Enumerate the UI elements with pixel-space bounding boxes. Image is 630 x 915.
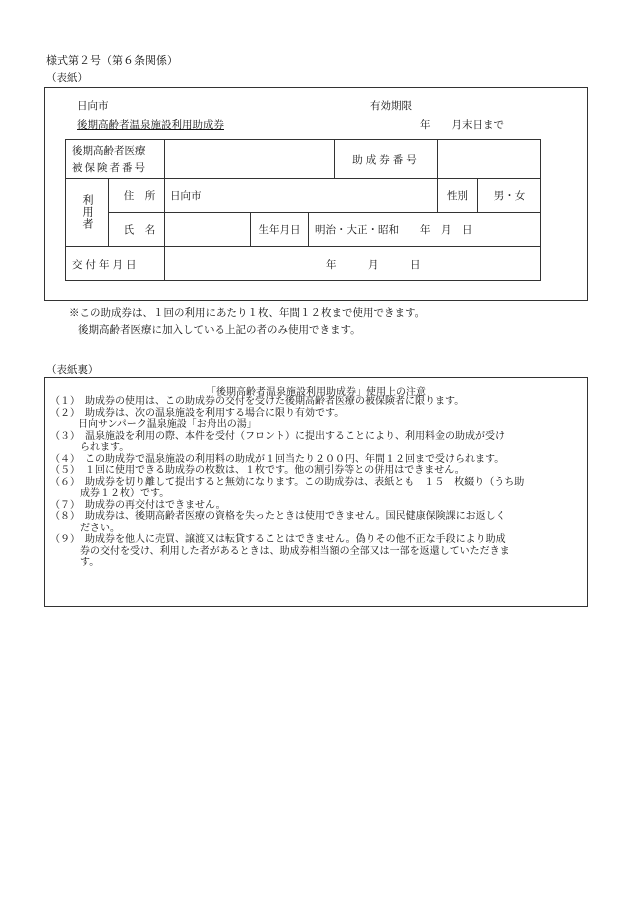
list-item: 日向サンパーク温泉施設「お舟出の湯」 — [78, 419, 257, 430]
issue-date-field[interactable]: 年 月 日 — [326, 258, 421, 271]
list-item: （６） 助成券を切り離して提出すると無効になります。この助成券は、表紙とも １５ 枚綴り（うち助 — [50, 476, 525, 488]
coupon-number-label: 助成券番号 — [352, 153, 420, 166]
coupon-number-field[interactable] — [438, 140, 541, 178]
validity-label: 有効期限 — [370, 100, 412, 112]
birth-label: 生年月日 — [258, 224, 301, 236]
insured-number-label: 後期高齢者医療 被保険者番号 — [72, 145, 147, 174]
list-item: 成券１２枚）です。 — [80, 488, 170, 499]
sex-label: 性別 — [447, 190, 468, 202]
list-item: （９） 助成券を他人に売買、譲渡又は転貸することはできません。偽りその他不正な手段により助成 — [50, 534, 506, 545]
list-item: （４） この助成券で温泉施設の利用料の助成が１回当たり２００円、年間１２回まで受けられます。 — [50, 453, 505, 465]
list-item: （８） 助成券は、後期高齢者医療の資格を失ったときは使用できません。国民健康保険課にお返しく — [50, 511, 506, 522]
list-item: （５） １回に使用できる助成券の枚数は、１枚です。他の割引券等との併用はできません。 — [50, 465, 465, 476]
list-item: （１） 助成券の使用は、この助成券の交付を受けた後期高齢者医療の被保険者に限ります。 — [50, 396, 465, 407]
front-section-label: （表紙） — [46, 72, 88, 84]
list-item: られます。 — [80, 442, 130, 453]
city-label: 日向市 — [77, 100, 109, 112]
usage-note-2: 後期高齢者医療に加入している上記の者のみ使用できます。 — [78, 324, 361, 336]
list-item: （７） 助成券の再交付はできません。 — [50, 499, 226, 511]
address-field[interactable]: 日向市 — [170, 190, 202, 202]
name-field[interactable] — [165, 213, 250, 246]
address-label: 住 所 — [123, 190, 156, 202]
list-item: ださい。 — [80, 522, 120, 534]
list-item: （３） 温泉施設を利用の際、本件を受付（フロント）に提出することにより、利用料金の助成が受け — [50, 430, 505, 442]
insured-number-field[interactable] — [165, 140, 334, 178]
back-section-label: （表紙裏） — [46, 364, 99, 376]
name-label: 氏 名 — [123, 224, 156, 236]
list-item: 券の交付を受け、利用した者があるときは、助成券相当額の全部又は一部を返還していただきま — [80, 545, 510, 557]
birth-field[interactable]: 明治・大正・昭和 年 月 日 — [315, 224, 473, 236]
validity-value: 年 月末日まで — [420, 119, 504, 131]
list-item: （２） 助成券は、次の温泉施設を利用する場合に限り有効です。 — [50, 407, 345, 419]
coupon-title: 後期高齢者温泉施設利用助成券 — [77, 119, 224, 131]
sex-field[interactable]: 男・女 — [493, 190, 526, 202]
usage-note-1: ※この助成券は、１回の利用にあたり１枚、年間１２枚まで使用できます。 — [69, 307, 426, 319]
form-id: 様式第２号（第６条関係） — [46, 54, 178, 67]
user-label: 利用者 — [81, 194, 94, 230]
issue-date-label: 交付年月日 — [72, 258, 140, 271]
precautions-list — [50, 396, 524, 569]
precautions-heading: 「後期高齢者温泉施設利用助成券」使用上の注意 — [206, 387, 426, 398]
list-item: す。 — [80, 557, 100, 568]
